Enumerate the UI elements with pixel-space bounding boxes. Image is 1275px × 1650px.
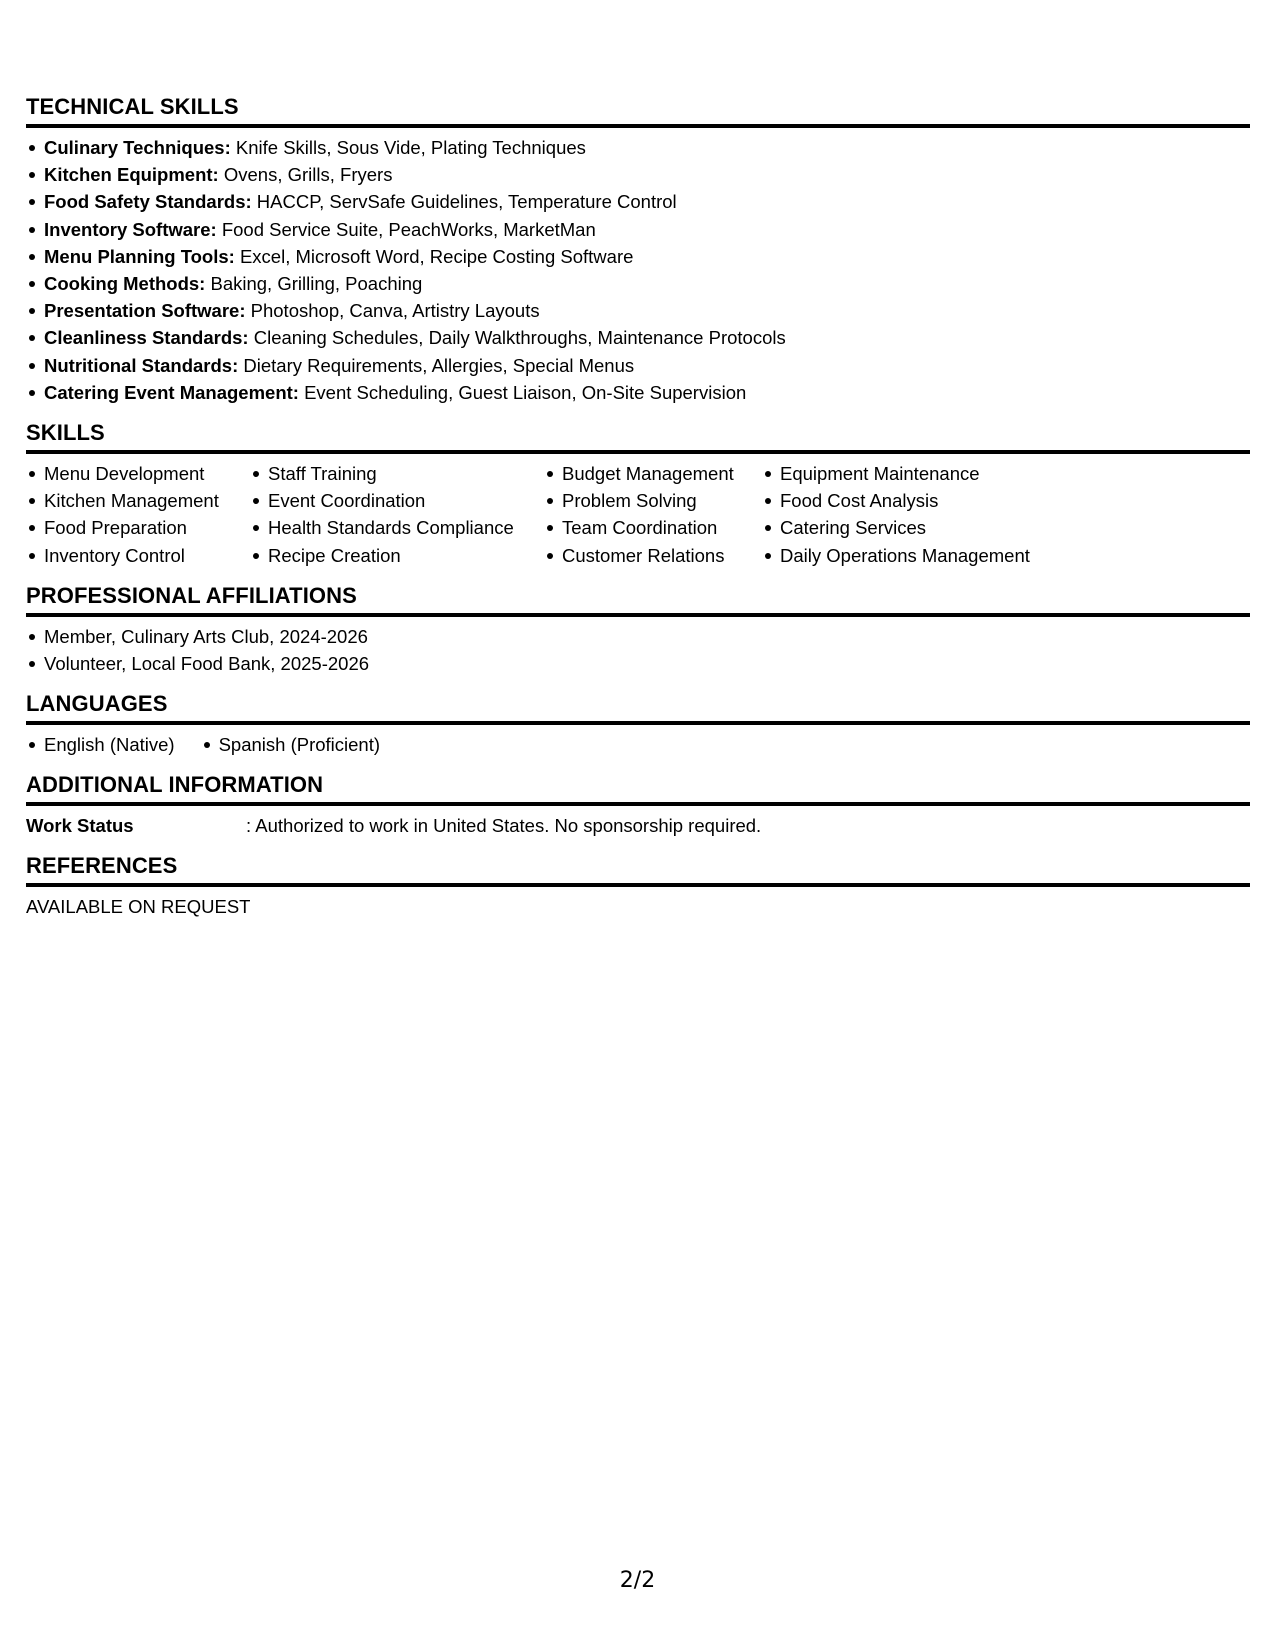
references-section — [26, 853, 1250, 920]
list-item: Team Coordination — [562, 514, 762, 541]
technical-skills-section — [26, 94, 1250, 406]
languages-section — [26, 691, 1250, 758]
additional-info-section — [26, 772, 1250, 839]
list-item: Kitchen Equipment: Ovens, Grills, Fryers — [44, 161, 1250, 188]
list-item: Daily Operations Management — [780, 542, 1080, 569]
list-item: Food Cost Analysis — [780, 487, 1080, 514]
list-item: Health Standards Compliance — [268, 514, 544, 541]
list-item: Customer Relations — [562, 542, 762, 569]
list-item: Menu Planning Tools: Excel, Microsoft Word, Recipe Costing Software — [44, 243, 1250, 270]
list-item: Kitchen Management — [44, 487, 250, 514]
list-item: English (Native) — [44, 731, 175, 758]
work-status-label: Work Status — [26, 815, 134, 837]
list-item: Catering Event Management: Event Scheduling, Guest Liaison, On-Site Supervision — [44, 379, 1250, 406]
list-item: Culinary Techniques: Knife Skills, Sous Vide, Plating Techniques — [44, 134, 1250, 161]
list-item: Cooking Methods: Baking, Grilling, Poaching — [44, 270, 1250, 297]
section-title-languages: LANGUAGES — [26, 691, 1250, 725]
affiliations-section — [26, 583, 1250, 677]
work-status-value: : Authorized to work in United States. No sponsorship required. — [246, 815, 762, 837]
section-title-references: REFERENCES — [26, 853, 1250, 887]
list-item: Staff Training — [268, 460, 544, 487]
list-item: Food Preparation — [44, 514, 250, 541]
section-title-additional: ADDITIONAL INFORMATION — [26, 772, 1250, 806]
skills-column-2 — [250, 460, 544, 569]
language-list-2 — [201, 731, 380, 758]
list-item: Inventory Software: Food Service Suite, PeachWorks, MarketMan — [44, 216, 1250, 243]
work-status-row — [26, 812, 1250, 839]
section-title-technical-skills: TECHNICAL SKILLS — [26, 94, 1250, 128]
list-item: Volunteer, Local Food Bank, 2025-2026 — [44, 650, 1250, 677]
list-item: Food Safety Standards: HACCP, ServSafe Guidelines, Temperature Control — [44, 188, 1250, 215]
list-item: Inventory Control — [44, 542, 250, 569]
list-item: Budget Management — [562, 460, 762, 487]
affiliations-list — [26, 623, 1250, 677]
list-item: Problem Solving — [562, 487, 762, 514]
list-item: Nutritional Standards: Dietary Requirements, Allergies, Special Menus — [44, 352, 1250, 379]
section-title-skills: SKILLS — [26, 420, 1250, 454]
list-item: Member, Culinary Arts Club, 2024-2026 — [44, 623, 1250, 650]
references-text: AVAILABLE ON REQUEST — [26, 896, 251, 918]
skills-section — [26, 420, 1250, 569]
list-item: Event Coordination — [268, 487, 544, 514]
list-item: Presentation Software: Photoshop, Canva, Artistry Layouts — [44, 297, 1250, 324]
page-number: 2/2 — [619, 1568, 656, 1593]
skills-column-4 — [762, 460, 1080, 569]
list-item: Catering Services — [780, 514, 1080, 541]
language-list-1 — [26, 731, 175, 758]
list-item: Equipment Maintenance — [780, 460, 1080, 487]
list-item: Cleanliness Standards: Cleaning Schedules, Daily Walkthroughs, Maintenance Protocols — [44, 324, 1250, 351]
list-item: Menu Development — [44, 460, 250, 487]
skills-column-1 — [26, 460, 250, 569]
list-item: Spanish (Proficient) — [219, 731, 380, 758]
resume-page — [26, 94, 1250, 934]
skills-column-3 — [544, 460, 762, 569]
technical-skills-list — [26, 134, 1250, 406]
section-title-affiliations: PROFESSIONAL AFFILIATIONS — [26, 583, 1250, 617]
skills-grid — [26, 460, 1250, 569]
list-item: Recipe Creation — [268, 542, 544, 569]
languages-row — [26, 731, 1250, 758]
